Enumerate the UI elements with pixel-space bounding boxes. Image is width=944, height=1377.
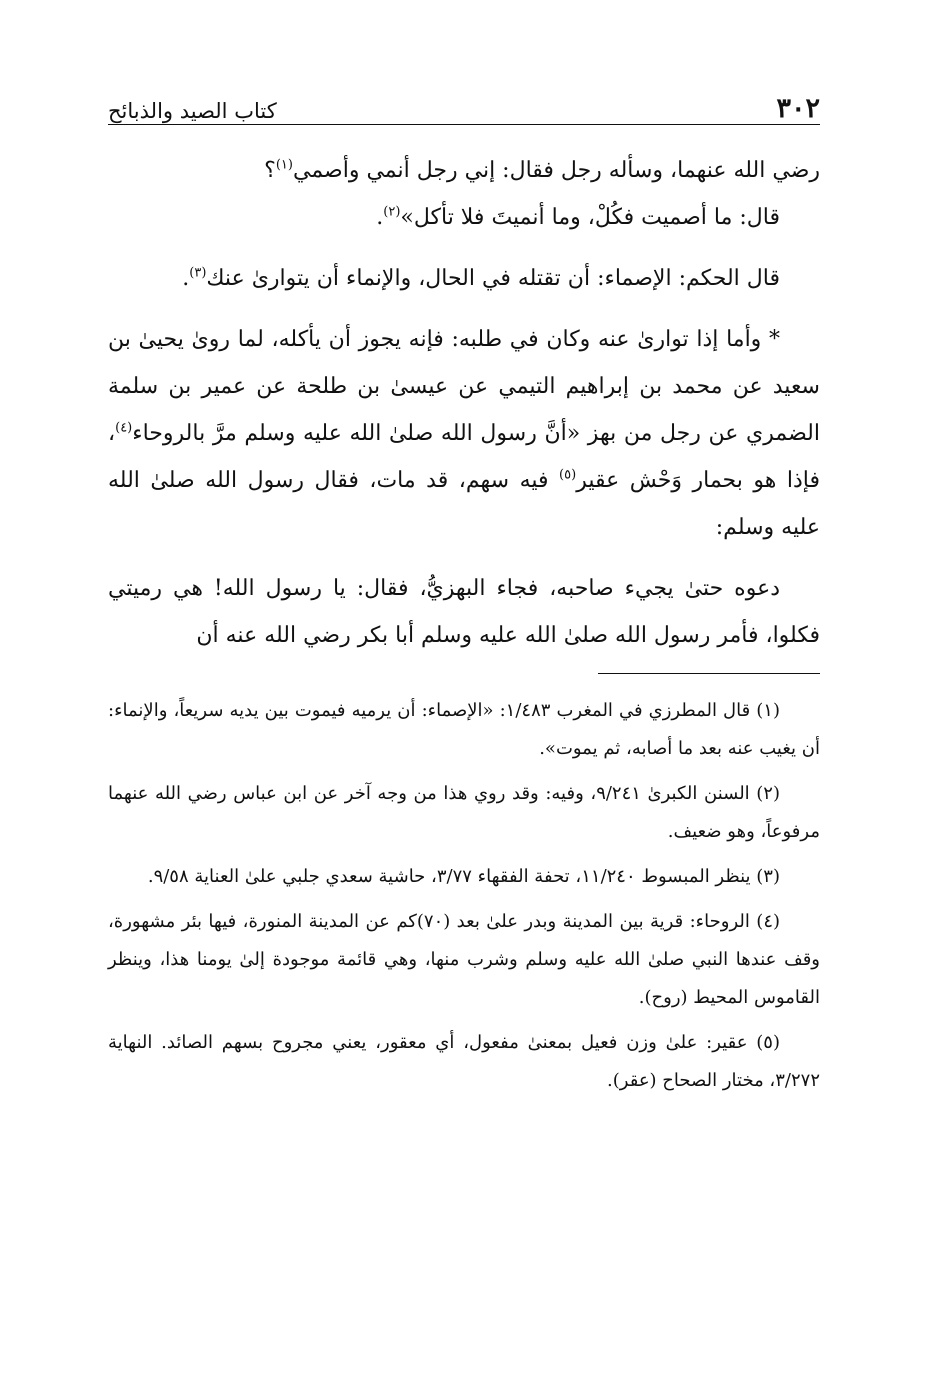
paragraph-5 <box>108 565 820 659</box>
page-header <box>108 78 820 125</box>
footnote-ref-1: (١) <box>275 157 293 173</box>
paragraph-3 <box>108 255 820 302</box>
main-text <box>108 147 820 659</box>
paragraph-1-end: ؟ <box>264 158 276 183</box>
paragraph-2-end: . <box>376 205 384 230</box>
paragraph-2-text: قال: ما أصميت فكُلْ، وما أنميتَ فلا تأكل» <box>400 205 780 230</box>
paragraph-5-text: دعوه حتىٰ يجيء صاحبه، فجاء البهزيُّ، فقال: يا رسول الله! هي رميتي فكلوا، فأمر رسول الله صلىٰ الله عليه وسلم أبا بكر رضي الله عنه أن <box>108 576 820 648</box>
paragraph-3-text: قال الحكم: الإصماء: أن تقتله في الحال، والإنماء أن يتوارىٰ عنك <box>206 266 780 291</box>
footnote-ref-3: (٣) <box>189 265 207 281</box>
paragraph-4-text-c: فيه سهم، قد مات، فقال رسول الله صلىٰ الله عليه وسلم: <box>108 468 820 540</box>
footnote-ref-5: (٥) <box>559 467 577 483</box>
footnote-ref-2: (٢) <box>383 204 401 220</box>
paragraph-2 <box>108 194 820 241</box>
footnote-1: (١) قال المطرزي في المغرب ١/٤٨٣: «الإصماء: أن يرميه فيموت بين يديه سريعاً، والإنماء: أن يغيب عنه بعد ما أصابه، ثم يموت». <box>108 700 820 759</box>
footnote-2: (٢) السنن الكبرىٰ ٩/٢٤١، وفيه: وقد روي هذا من وجه آخر عن ابن عباس رضي الله عنهما مرفوعاً، وهو ضعيف. <box>108 783 820 842</box>
footnote-5: (٥) عقير: علىٰ وزن فعيل بمعنىٰ مفعول، أي معقور، يعني مجروح بسهم الصائد. النهاية ٣/٢٧٢، مختار الصحاح (عقر). <box>108 1032 820 1091</box>
paragraph-4-text-b: ، فإذا هو بحمار وَحْش عقير <box>108 421 820 493</box>
page-number: ٣٠٢ <box>776 93 820 124</box>
footnote-ref-4: (٤) <box>115 420 133 436</box>
paragraph-1 <box>108 147 820 194</box>
running-title: كتاب الصيد والذبائح <box>108 99 277 123</box>
footnotes <box>108 692 820 1100</box>
footnote-separator <box>598 673 820 674</box>
paragraph-4-text-a: * وأما إذا توارىٰ عنه وكان في طلبه: فإنه يجوز أن يأكله، لما روىٰ يحيىٰ بن سعيد عن محمد بن إبراهيم التيمي عن عيسىٰ بن طلحة عن عمير بن سلمة الضمري عن رجل من بهز «أنَّ رسول الله صلىٰ الله عليه وسلم مرَّ بالروحاء <box>108 327 820 446</box>
footnote-3: (٣) ينظر المبسوط ١١/٢٤٠، تحفة الفقهاء ٣/٧٧، حاشية سعدي جلبي علىٰ العناية ٩/٥٨. <box>147 866 780 887</box>
footnote-4: (٤) الروحاء: قرية بين المدينة وبدر علىٰ بعد (٧٠)كم عن المدينة المنورة، فيها بئر مشهورة، وقف عندها النبي صلىٰ الله عليه وسلم وشرب منها، وهي قائمة موجودة إلىٰ يومنا هذا، وينظر القاموس المحيط (روح). <box>108 911 820 1008</box>
paragraph-4 <box>108 316 820 551</box>
book-page <box>108 78 820 1107</box>
paragraph-3-end: . <box>182 266 190 291</box>
paragraph-1-text: رضي الله عنهما، وسأله رجل فقال: إني رجل أنمي وأصمي <box>292 158 820 183</box>
